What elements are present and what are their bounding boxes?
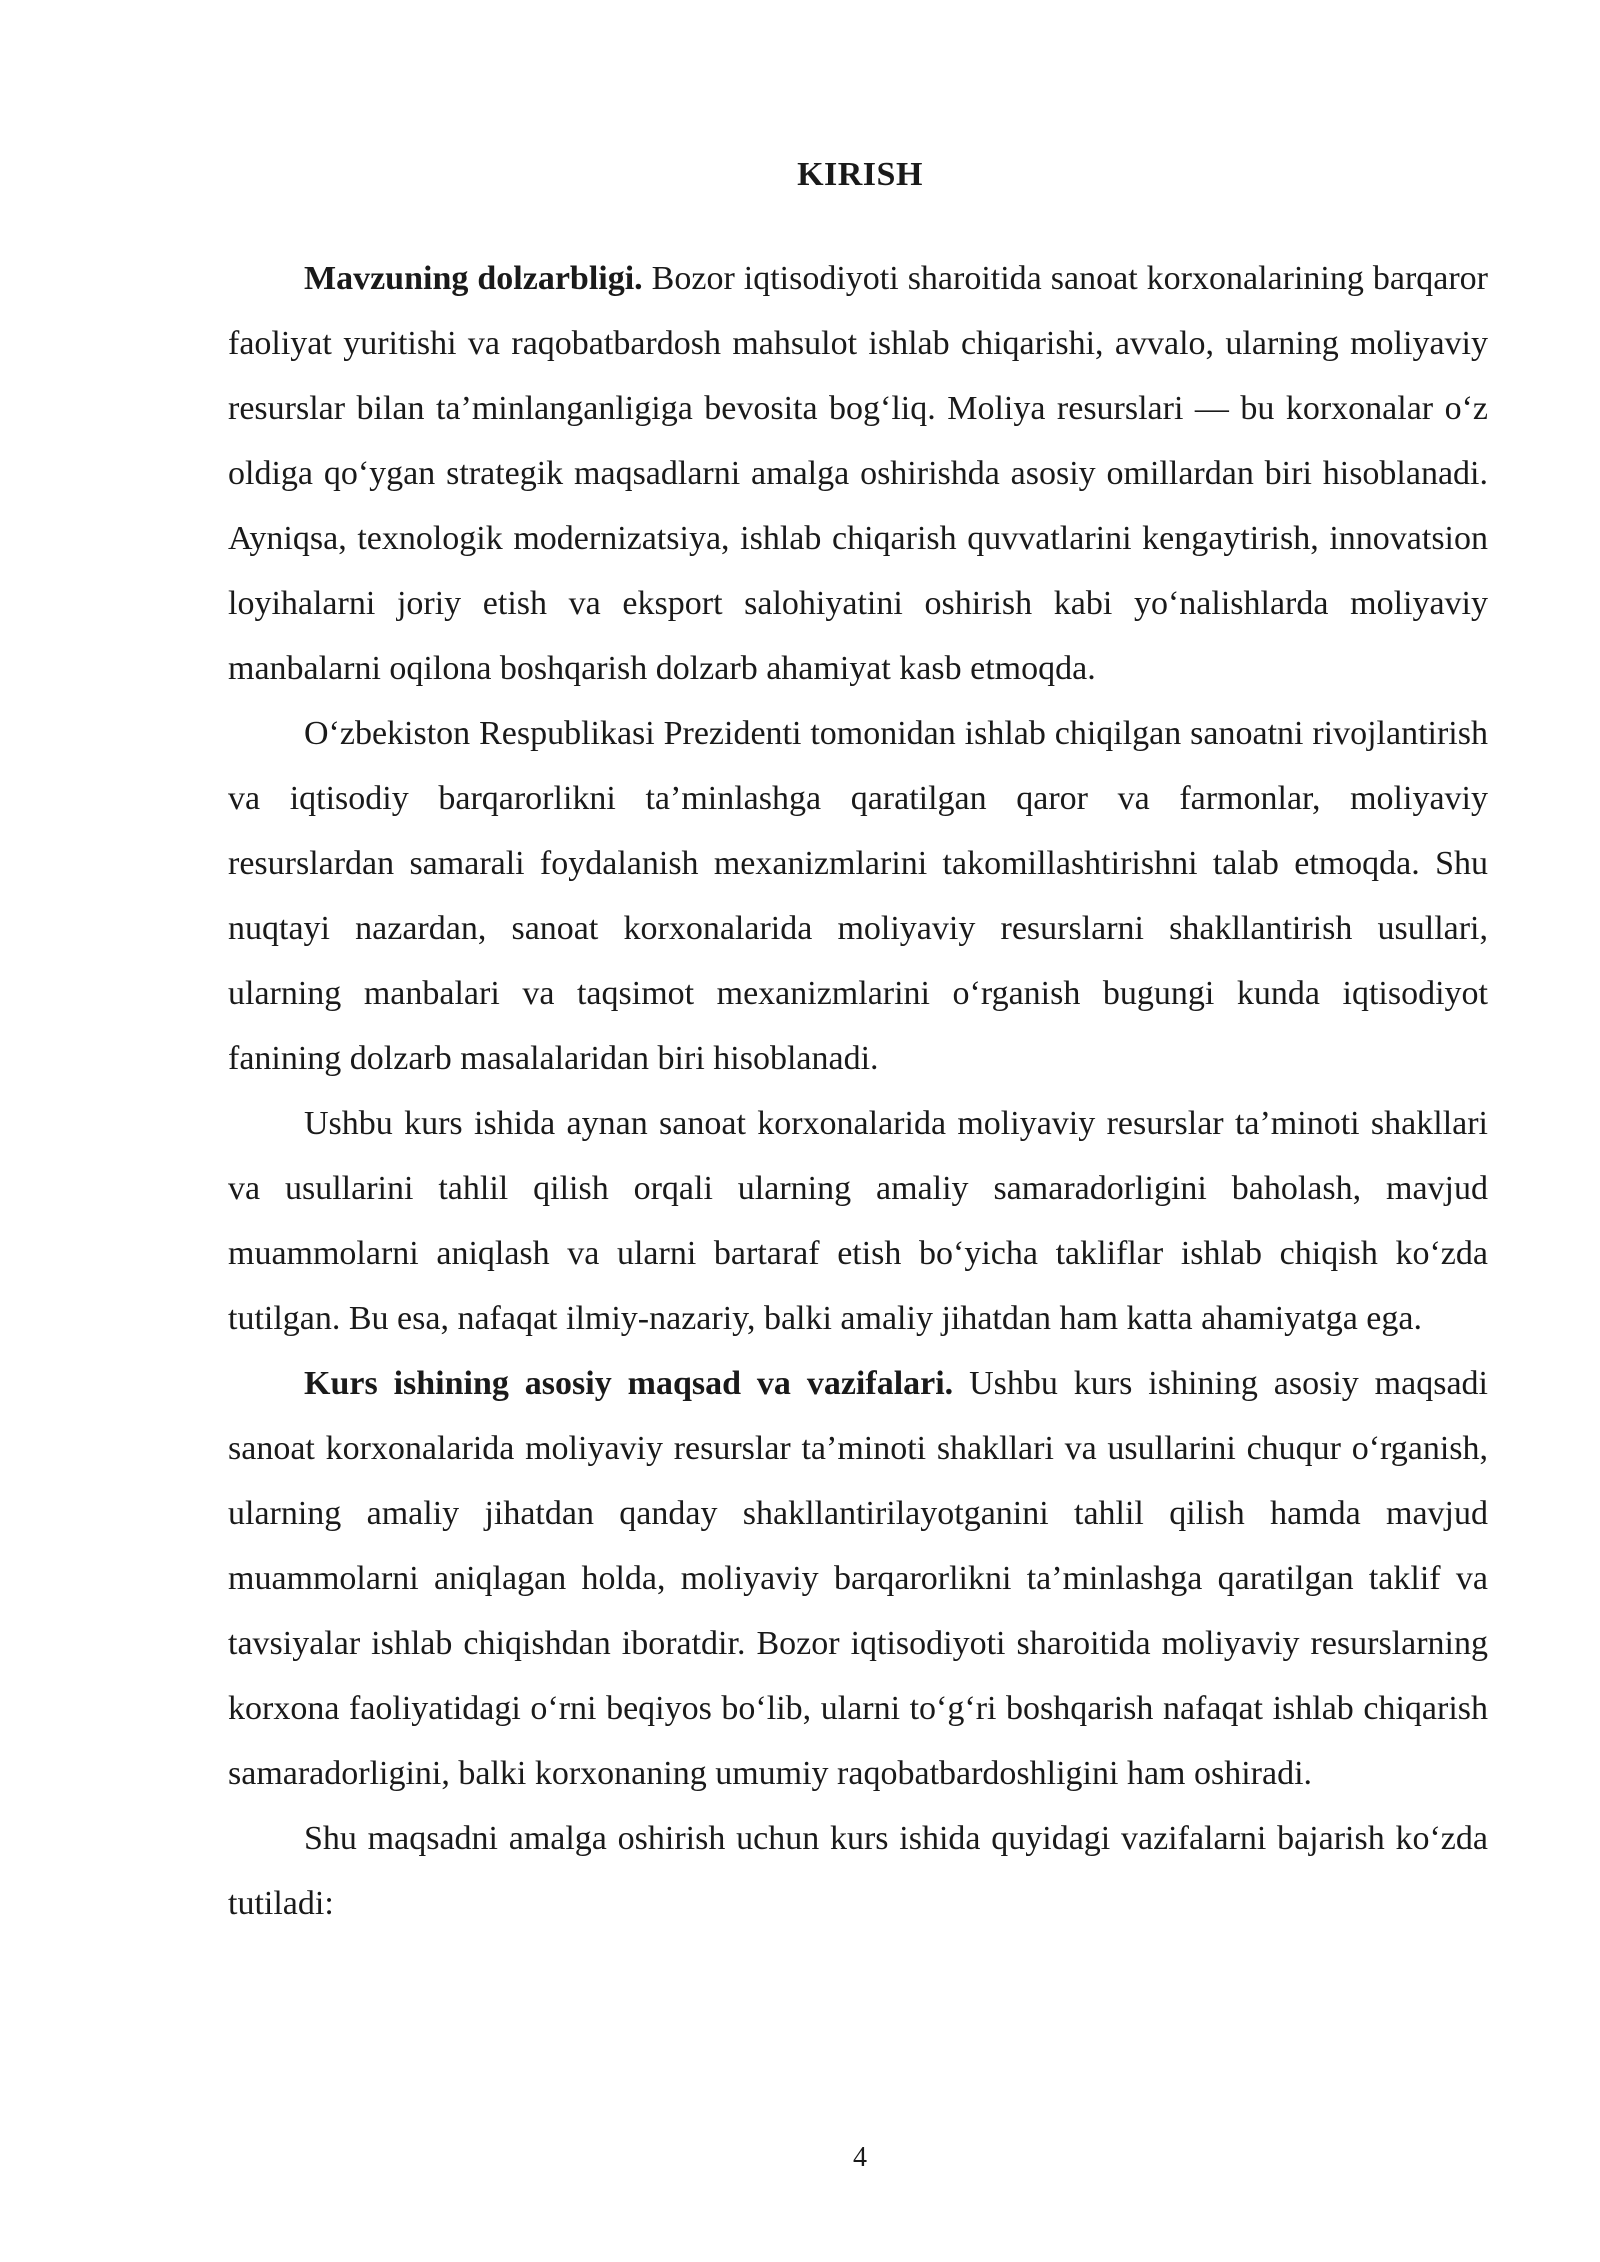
paragraph-course-scope [228, 1091, 1488, 1351]
document-body [228, 246, 1488, 1936]
paragraph-text: Ushbu kurs ishining asosiy maqsadi sanoat korxonalarida moliyaviy resurslar ta’minoti shakllari va usullarini chuqur o‘rganish, ularning amaliy jihatdan qanday shakllantirilayotganini tahlil qilish hamda mavjud muammolarni aniqlagan holda, moliyaviy barqarorlikni ta’minlashga qaratilgan taklif va tavsiyalar ishlab chiqishdan iboratdir. Bozor iqtisodiyoti sharoitida moliyaviy resurslarning korxona faoliyatidagi o‘rni beqiyos bo‘lib, ularni to‘g‘ri boshqarish nafaqat ishlab chiqarish samaradorligini, balki korxonaning umumiy raqobatbardoshligini ham oshiradi. [228, 1365, 1488, 1792]
paragraph-text: O‘zbekiston Respublikasi Prezidenti tomonidan ishlab chiqilgan sanoatni rivojlantirish va iqtisodiy barqarorlikni ta’minlashga qaratilgan qaror va farmonlar, moliyaviy resurslardan samarali foydalanish mexanizmlarini takomillashtirishni talab etmoqda. Shu nuqtayi nazardan, sanoat korxonalarida moliyaviy resurslarni shakllantirish usullari, ularning manbalari va taqsimot mexanizmlarini o‘rganish bugungi kunda iqtisodiyot fanining dolzarb masalalaridan biri hisoblanadi. [228, 715, 1488, 1077]
paragraph-text: Shu maqsadni amalga oshirish uchun kurs ishida quyidagi vazifalarni bajarish ko‘zda tutiladi: [228, 1820, 1488, 1922]
paragraph-text: Bozor iqtisodiyoti sharoitida sanoat korxonalarining barqaror faoliyat yuritishi va raqobatbardosh mahsulot ishlab chiqarishi, avvalo, ularning moliyaviy resurslar bilan ta’minlanganligiga bevosita bog‘liq. Moliya resurslari — bu korxonalar o‘z oldiga qo‘ygan strategik maqsadlarni amalga oshirishda asosiy omillardan biri hisoblanadi. Ayniqsa, texnologik modernizatsiya, ishlab chiqarish quvvatlarini kengaytirish, innovatsion loyihalarni joriy etish va eksport salohiyatini oshirish kabi yo‘nalishlarda moliyaviy manbalarni oqilona boshqarish dolzarb ahamiyat kasb etmoqda. [228, 260, 1488, 687]
paragraph-lead: Kurs ishining asosiy maqsad va vazifalari. [304, 1365, 954, 1402]
paragraph-relevance [228, 246, 1488, 701]
paragraph-goals [228, 1351, 1488, 1806]
paragraph-lead: Mavzuning dolzarbligi. [304, 260, 643, 297]
page-number: 4 [853, 2142, 867, 2173]
paragraph-text: Ushbu kurs ishida aynan sanoat korxonalarida moliyaviy resurslar ta’minoti shakllari va usullarini tahlil qilish orqali ularning amaliy samaradorligini baholash, mavjud muammolarni aniqlash va ularni bartaraf etish bo‘yicha takliflar ishlab chiqish ko‘zda tutilgan. Bu esa, nafaqat ilmiy-nazariy, balki amaliy jihatdan ham katta ahamiyatga ega. [228, 1105, 1488, 1337]
paragraph-presidential-decrees [228, 701, 1488, 1091]
paragraph-tasks-intro [228, 1806, 1488, 1936]
page-title: KIRISH [797, 156, 923, 193]
